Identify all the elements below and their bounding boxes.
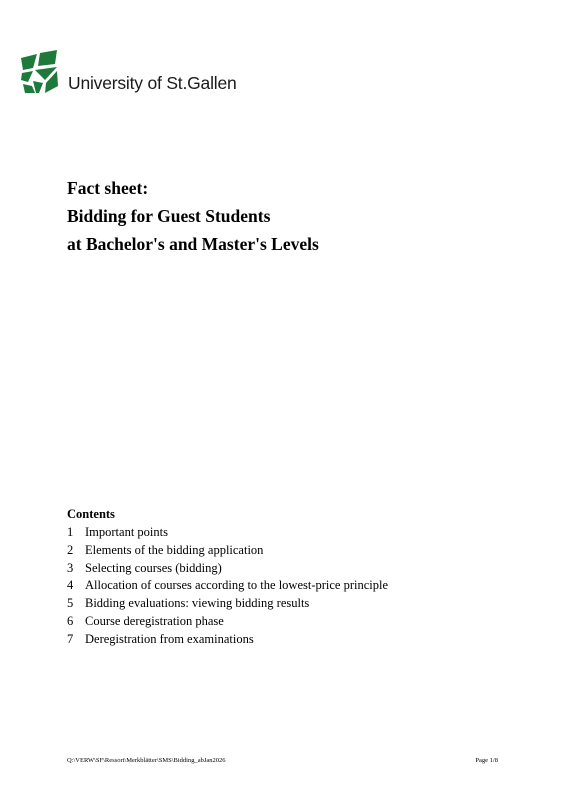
toc-item (67, 631, 388, 649)
university-logo (19, 50, 237, 94)
page-number: Page 1/8 (475, 757, 498, 764)
toc-item-label: Selecting courses (bidding) (85, 560, 222, 575)
contents-heading: Contents (67, 507, 115, 521)
toc-item-label: Bidding evaluations: viewing bidding results (85, 596, 310, 611)
university-logo-icon (19, 50, 61, 94)
toc-item-number: 6 (67, 613, 74, 628)
title-line-1: Fact sheet: (67, 178, 149, 198)
toc-item-label: Course deregistration phase (85, 613, 224, 628)
toc-item-number: 7 (67, 631, 74, 646)
table-of-contents (67, 506, 388, 649)
page-footer (67, 757, 498, 764)
toc-item-label: Elements of the bidding application (85, 542, 264, 557)
toc-item-label: Allocation of courses according to the lowest-price principle (85, 578, 389, 593)
document-title (67, 174, 319, 258)
file-path: Q:\VERW\SF\Ressort\Merkblätter\SMS\Bidding_abJan2026 (67, 757, 226, 764)
toc-item-number: 4 (67, 578, 74, 593)
toc-item-number: 5 (67, 596, 74, 611)
toc-item-label: Important points (85, 525, 168, 539)
toc-item (67, 560, 388, 578)
toc-item (67, 613, 388, 631)
toc-item-label: Deregistration from examinations (85, 631, 254, 646)
title-line-3: at Bachelor's and Master's Levels (67, 234, 319, 254)
toc-item (67, 577, 388, 595)
toc-item-number: 2 (67, 542, 74, 557)
toc-item (67, 524, 388, 542)
toc-item (67, 595, 388, 613)
title-line-2: Bidding for Guest Students (67, 206, 271, 226)
toc-item-number: 3 (67, 560, 74, 575)
toc-item (67, 542, 388, 560)
university-name: University of St.Gallen (68, 73, 237, 93)
toc-item-number: 1 (67, 525, 74, 539)
